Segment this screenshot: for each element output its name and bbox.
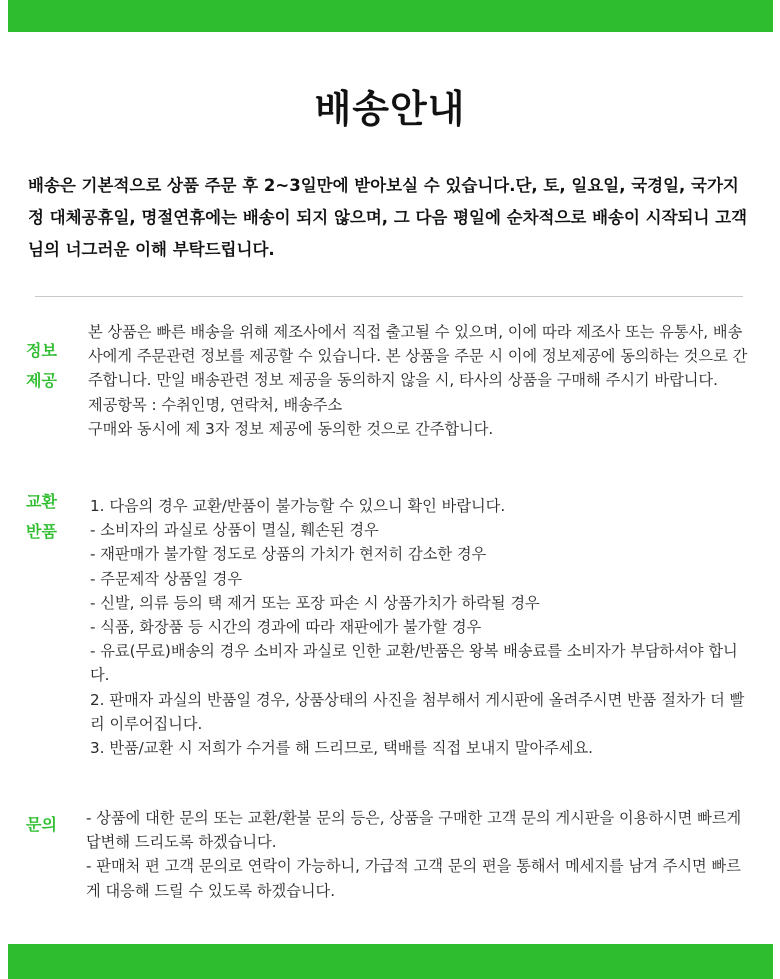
info-provision-label: 정보 제공 bbox=[26, 341, 57, 390]
list-item: 제공항목 : 수취인명, 연락처, 배송주소 bbox=[88, 395, 343, 414]
list-item: 3. 반품/교환 시 저희가 수거를 해 드리므로, 택배를 직접 보내지 말아주세요. bbox=[90, 739, 594, 758]
list-item: 1. 다음의 경우 교환/반품이 불가능할 수 있으니 확인 바랍니다. bbox=[90, 497, 506, 515]
bottom-accent-bar bbox=[8, 944, 773, 979]
list-item: - 유료(무료)배송의 경우 소비자 과실로 인한 교환/반품은 왕복 배송료를 소비자가 부담하셔야 합니다. bbox=[90, 642, 738, 685]
list-item: - 소비자의 과실로 상품이 멸실, 훼손된 경우 bbox=[90, 521, 379, 540]
list-item: - 재판매가 불가할 정도로 상품의 가치가 현저히 감소한 경우 bbox=[90, 545, 487, 564]
list-item: - 상품에 대한 문의 또는 교환/환불 문의 등은, 상품을 구매한 고객 문의 게시판을 이용하시면 빠르게 답변해 드리도록 하겠습니다. bbox=[86, 809, 742, 852]
top-accent-bar bbox=[8, 0, 773, 32]
exchange-return-body bbox=[90, 494, 752, 760]
exchange-return-label: 교환 반품 bbox=[26, 492, 57, 541]
list-item: - 판매처 편 고객 문의로 연락이 가능하니, 가급적 고객 문의 편을 통해서 메세지를 남겨 주시면 빠르게 대응해 드릴 수 있도록 하겠습니다. bbox=[86, 857, 741, 900]
list-item: 구매와 동시에 제 3자 정보 제공에 동의한 것으로 간주합니다. bbox=[88, 419, 494, 438]
info-provision-body bbox=[88, 320, 756, 441]
list-item: - 식품, 화장품 등 시간의 경과에 따라 재판에가 불가할 경우 bbox=[90, 618, 482, 637]
section-divider bbox=[35, 296, 743, 297]
list-item: 2. 판매자 과실의 반품일 경우, 상품상태의 사진을 첨부해서 게시판에 올려주시면 반품 절차가 더 빨리 이루어집니다. bbox=[90, 690, 745, 733]
list-item: - 신발, 의류 등의 택 제거 또는 포장 파손 시 상품가치가 하락될 경우 bbox=[90, 593, 540, 612]
page-title: 배송안내 bbox=[314, 87, 466, 131]
inquiry-label: 문의 bbox=[26, 815, 57, 834]
delivery-intro-text: 배송은 기본적으로 상품 주문 후 2~3일만에 받아보실 수 있습니다.단, 토, 일요일, 국경일, 국가지정 대체공휴일, 명절연휴에는 배송이 되지 않으며, 그 다음 평일에 순차적으로 배송이 시작되니 고객님의 너그러운 이해 부탁드립니다. bbox=[28, 176, 748, 259]
inquiry-body bbox=[86, 806, 754, 903]
list-item: - 주문제작 상품일 경우 bbox=[90, 569, 243, 588]
list-item: 본 상품은 빠른 배송을 위해 제조사에서 직접 출고될 수 있으며, 이에 따라 제조사 또는 유통사, 배송사에게 주문관련 정보를 제공할 수 있습니다. 본 상품을 주문 시 이에 정보제공에 동의하는 것으로 간주합니다. 만일 배송관련 정보 제공을 동의하지 않을 시, 타사의 상품을 구매해 주시기 바랍니다. bbox=[88, 323, 748, 390]
